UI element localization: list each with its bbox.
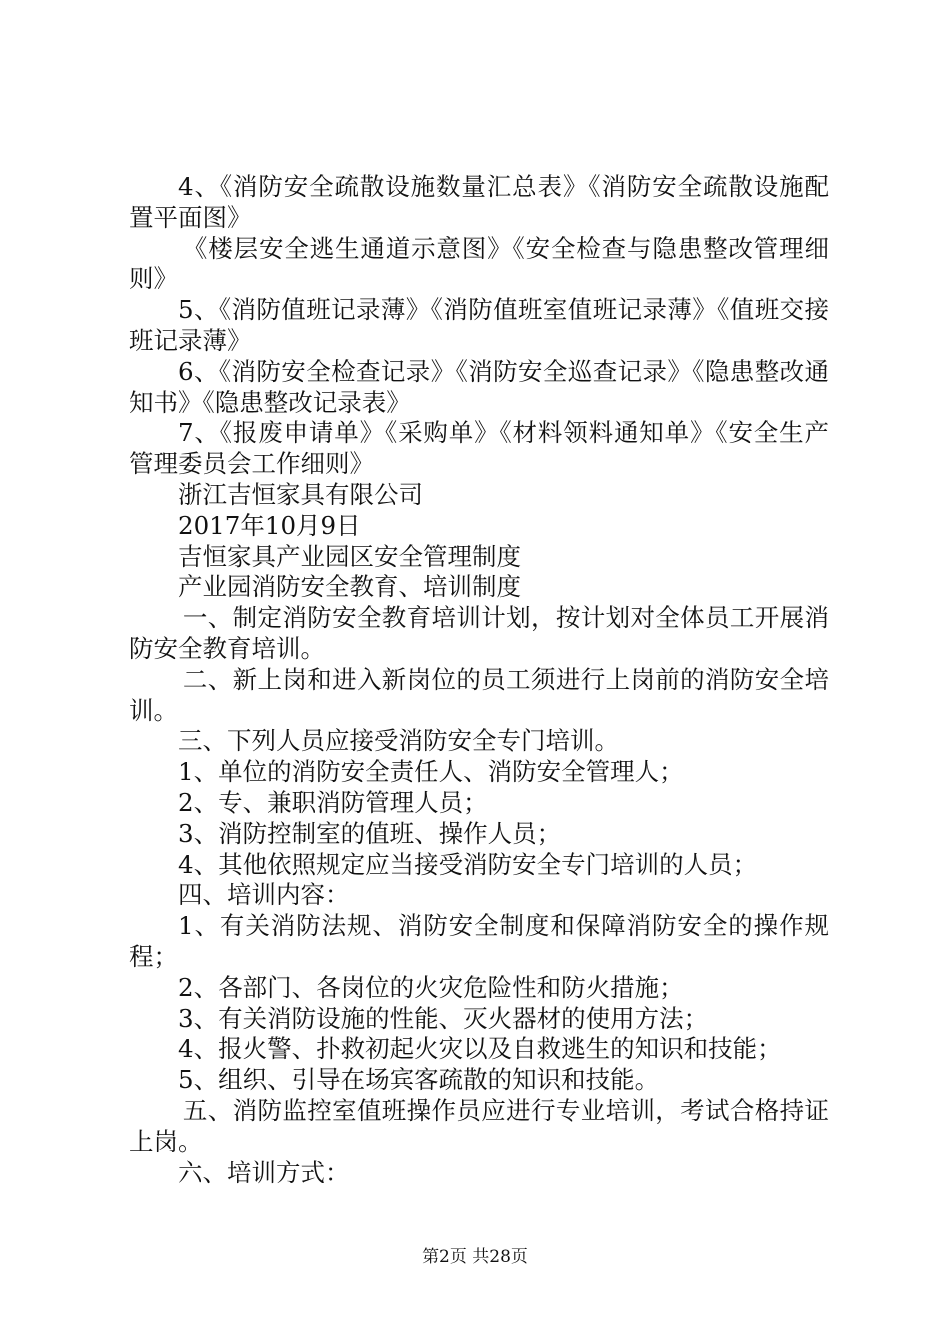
paragraph: 三、下列人员应接受消防安全专门培训。 — [178, 726, 619, 756]
paragraph: 四、培训内容： — [178, 880, 350, 910]
paragraph: 7、《报废申请单》《采购单》《材料领料通知单》《安全生产管理委员会工作细则》 — [129, 418, 829, 479]
section-title: 吉恒家具产业园区安全管理制度 — [178, 541, 521, 571]
paragraph: 6、《消防安全检查记录》《消防安全巡查记录》《隐患整改通知书》《隐患整改记录表》 — [129, 356, 829, 417]
list-item: 3、消防控制室的值班、操作人员； — [178, 818, 562, 848]
list-item: 5、组织、引导在场宾客疏散的知识和技能。 — [178, 1065, 660, 1095]
section-subtitle: 产业园消防安全教育、培训制度 — [178, 572, 521, 602]
list-item: 2、各部门、各岗位的火灾危险性和防火措施； — [178, 972, 684, 1002]
list-item: 3、有关消防设施的性能、灭火器材的使用方法； — [178, 1003, 709, 1033]
list-item: 4、报火警、扑救初起火灾以及自救逃生的知识和技能； — [178, 1034, 782, 1064]
company-name: 浙江吉恒家具有限公司 — [178, 479, 423, 509]
list-item: 2、专、兼职消防管理人员； — [178, 787, 488, 817]
paragraph: 4、《消防安全疏散设施数量汇总表》《消防安全疏散设施配置平面图》 — [129, 172, 829, 232]
paragraph: 《楼层安全逃生通道示意图》《安全检查与隐患整改管理细则》 — [129, 233, 829, 294]
paragraph: 5、《消防值班记录薄》《消防值班室值班记录薄》《值班交接班记录薄》 — [129, 295, 829, 355]
paragraph: 五、消防监控室值班操作员应进行专业培训，考试合格持证上岗。 — [129, 1095, 829, 1156]
list-item: 1、单位的消防安全责任人、消防安全管理人； — [178, 757, 684, 787]
document-body — [129, 172, 829, 1188]
page-number-footer: 第2页 共28页 — [422, 1247, 528, 1267]
paragraph: 六、培训方式： — [178, 1157, 350, 1187]
document-date: 2017年10月9日 — [178, 510, 361, 540]
paragraph: 一、制定消防安全教育培训计划，按计划对全体员工开展消防安全教育培训。 — [129, 603, 829, 663]
list-item: 1、有关消防法规、消防安全制度和保障消防安全的操作规程； — [129, 911, 829, 971]
paragraph: 二、新上岗和进入新岗位的员工须进行上岗前的消防安全培训。 — [129, 664, 829, 725]
list-item: 4、其他依照规定应当接受消防安全专门培训的人员； — [178, 849, 758, 879]
